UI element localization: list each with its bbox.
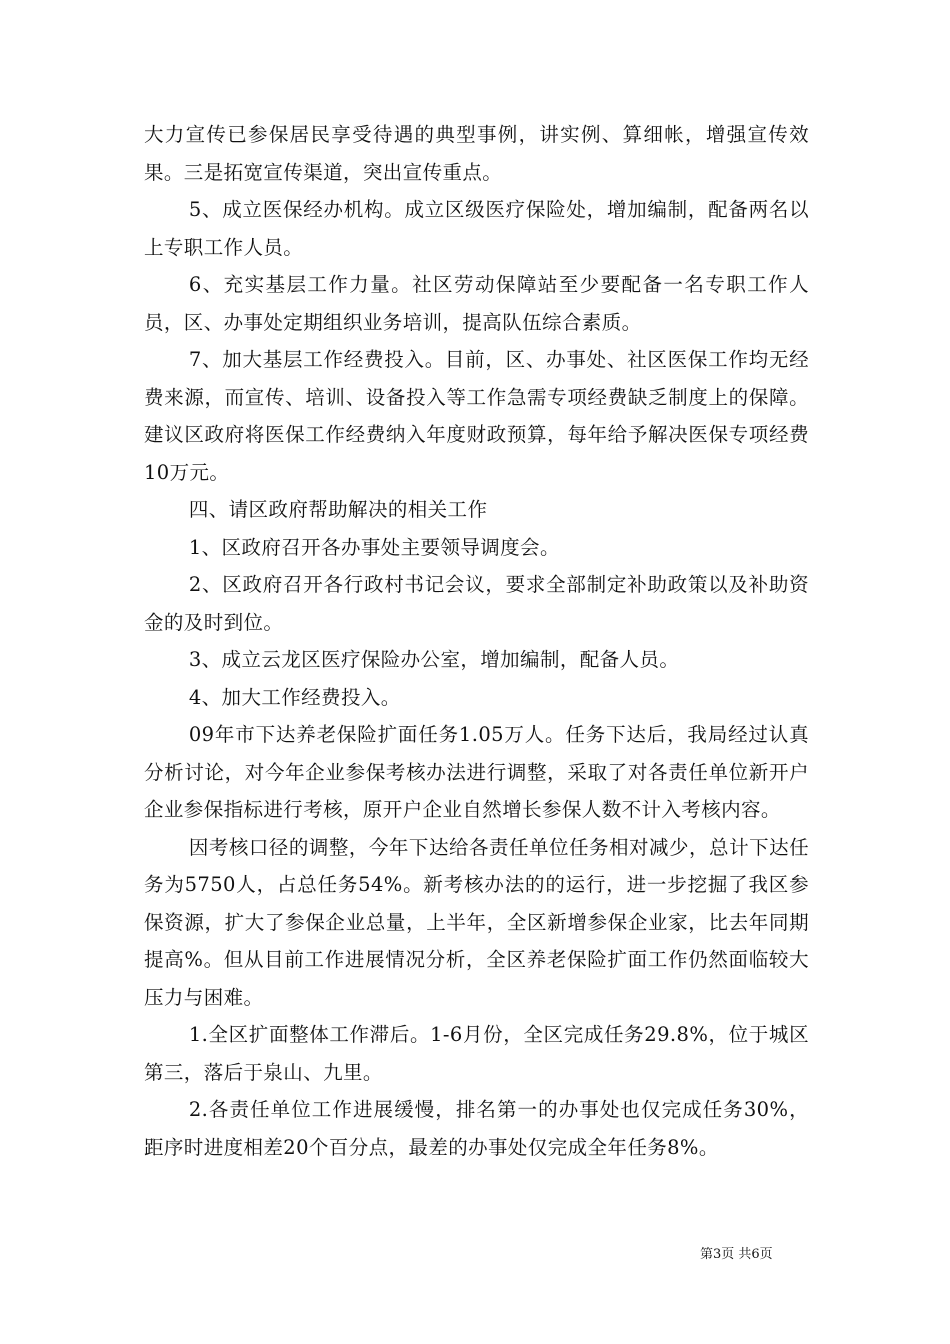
- paragraph-request-4: 4、加大工作经费投入。: [188, 685, 401, 709]
- paragraph-item-5: 5、成立医保经办机构。成立区级医疗保险处，增加编制，配备两名以上专职工作人员。: [144, 198, 809, 259]
- paragraph-item-6: 6、充实基层工作力量。社区劳动保障站至少要配备一名专职工作人员，区、办事处定期组织业务培训，提高队伍综合素质。: [144, 273, 809, 334]
- paragraph-continuation: 大力宣传已参保居民享受待遇的典型事例，讲实例、算细帐，增强宣传效果。三是拓宽宣传渠道，突出宣传重点。: [144, 123, 809, 184]
- paragraph-item-7: 7、加大基层工作经费投入。目前，区、办事处、社区医保工作均无经费来源，而宣传、培训、设备投入等工作急需专项经费缺乏制度上的保障。建议区政府将医保工作经费纳入年度财政预算，每年给予解决医保专项经费10万元。: [144, 348, 809, 484]
- paragraph-problem-2: 2.各责任单位工作进展缓慢，排名第一的办事处也仅完成任务30%，距序时进度相差20个百分点，最差的办事处仅完成全年任务8%。: [144, 1098, 809, 1159]
- document-body: [144, 116, 809, 1166]
- paragraph-assessment-change: 因考核口径的调整，今年下达给各责任单位任务相对减少，总计下达任务为5750人，占总任务54%。新考核办法的的运行，进一步挖掘了我区参保资源，扩大了参保企业总量，上半年，全区新增参保企业家，比去年同期提高%。但从目前工作进展情况分析，全区养老保险扩面工作仍然面临较大压力与困难。: [144, 835, 809, 1009]
- paragraph-problem-1: 1.全区扩面整体工作滞后。1-6月份，全区完成任务29.8%，位于城区第三，落后于泉山、九里。: [144, 1023, 809, 1084]
- paragraph-request-2: 2、区政府召开各行政村书记会议，要求全部制定补助政策以及补助资金的及时到位。: [144, 573, 809, 634]
- paragraph-request-1: 1、区政府召开各办事处主要领导调度会。: [188, 535, 560, 559]
- section-heading-four: 四、请区政府帮助解决的相关工作: [188, 498, 488, 521]
- paragraph-pension-task: 09年市下达养老保险扩面任务1.05万人。任务下达后，我局经过认真分析讨论，对今年企业参保考核办法进行调整，采取了对各责任单位新开户企业参保指标进行考核，原开户企业自然增长参保人数不计入考核内容。: [144, 723, 809, 821]
- page-number-footer: 第3页 共6页: [700, 1247, 773, 1262]
- paragraph-request-3: 3、成立云龙区医疗保险办公室，增加编制，配备人员。: [188, 648, 680, 671]
